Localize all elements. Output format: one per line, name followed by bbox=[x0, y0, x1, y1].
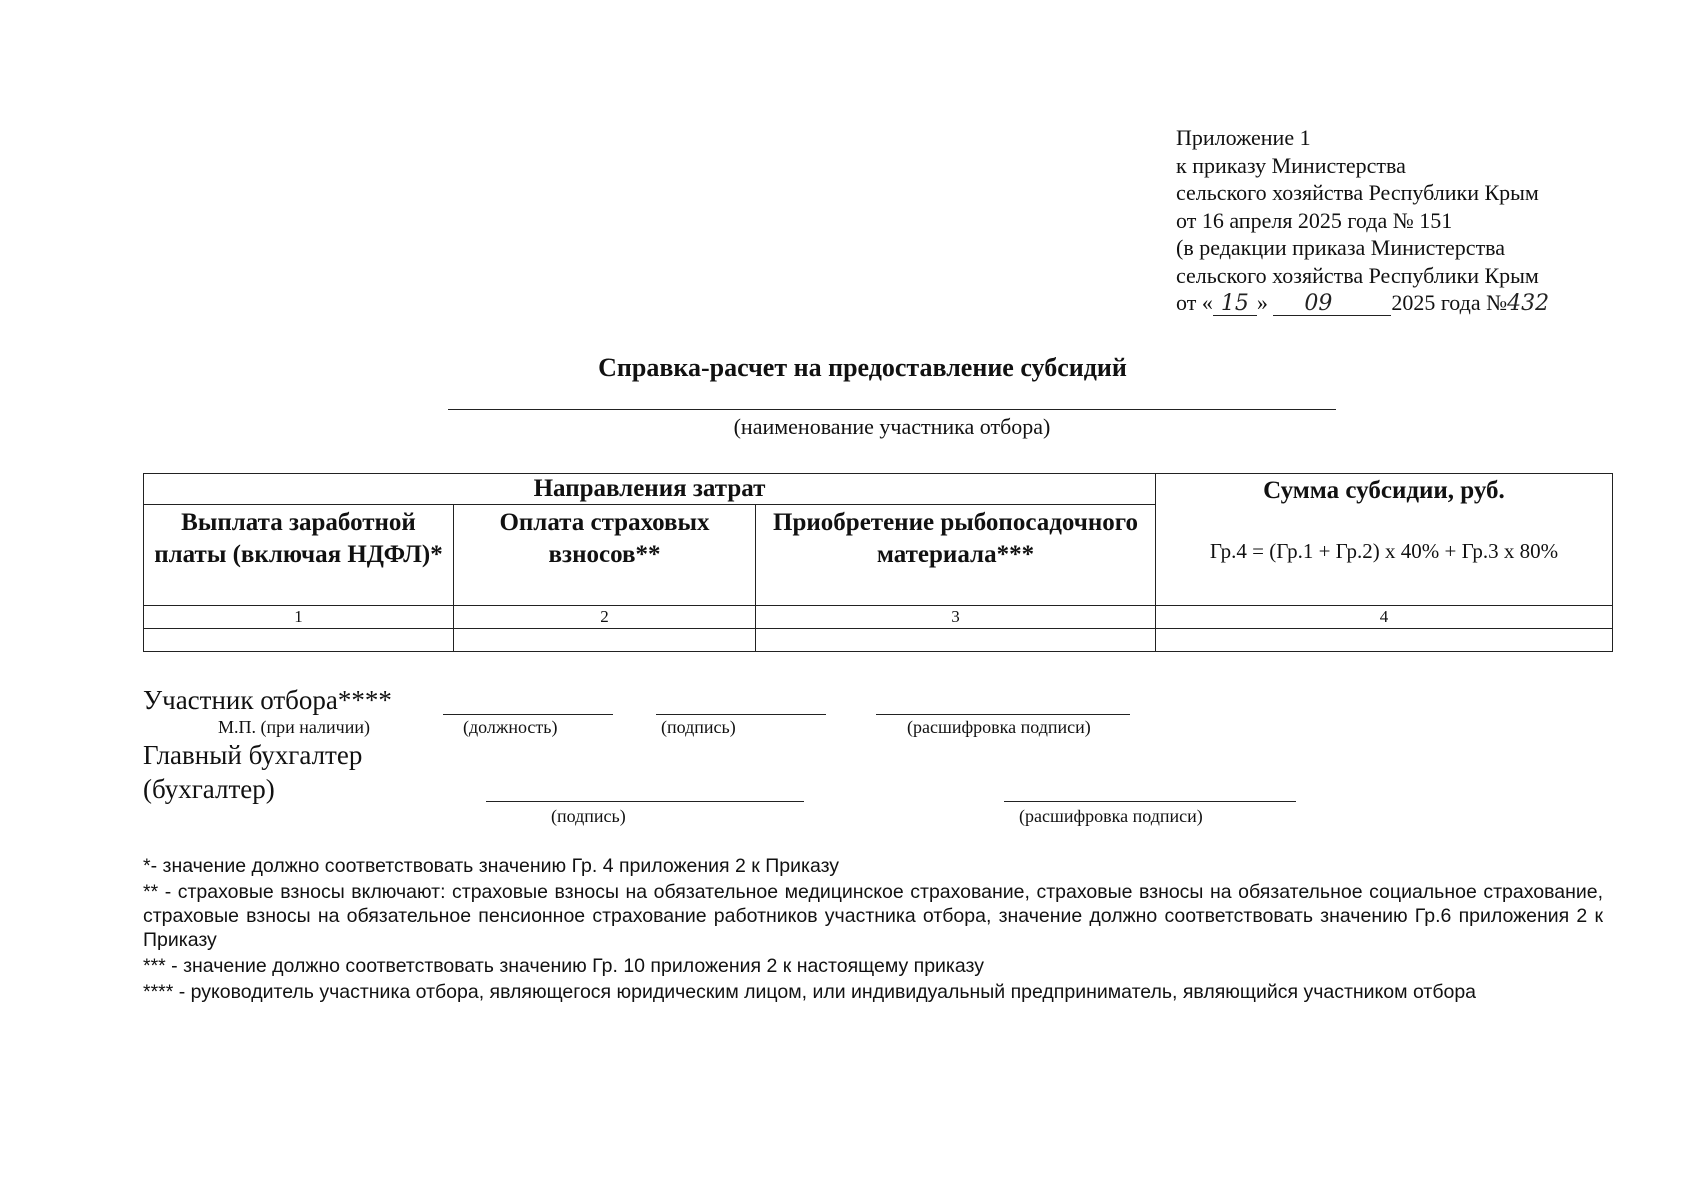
date-year-text: 2025 года № bbox=[1391, 290, 1508, 315]
table-cell bbox=[756, 629, 1156, 652]
stamp-label: М.П. (при наличии) bbox=[218, 717, 370, 737]
accountant-decoding-line bbox=[1004, 801, 1296, 802]
accountant-label-2: (бухгалтер) bbox=[143, 774, 275, 804]
accountant-decoding-caption: (расшифровка подписи) bbox=[1019, 806, 1203, 826]
appendix-line: сельского хозяйства Республики Крым bbox=[1176, 180, 1539, 205]
appendix-header bbox=[1176, 124, 1549, 318]
page-title bbox=[0, 353, 1705, 383]
header-insurance: Оплата страховых взносов** bbox=[454, 505, 756, 606]
subsidy-formula: Гр.4 = (Гр.1 + Гр.2) х 40% + Гр.3 х 80% bbox=[1209, 539, 1559, 563]
header-salary: Выплата заработной платы (включая НДФЛ)* bbox=[144, 505, 454, 606]
header-subsidy-amount bbox=[1156, 474, 1613, 606]
appendix-line: Приложение 1 bbox=[1176, 125, 1311, 150]
date-prefix: от « bbox=[1176, 290, 1213, 315]
date-mid: » bbox=[1256, 290, 1268, 315]
table-row bbox=[144, 606, 1613, 629]
handwritten-day: 15 bbox=[1220, 291, 1249, 316]
column-number: 4 bbox=[1156, 606, 1613, 629]
column-number: 2 bbox=[454, 606, 756, 629]
table-row bbox=[144, 629, 1613, 652]
appendix-line: от 16 апреля 2025 года № 151 bbox=[1176, 207, 1453, 233]
amendment-date-line bbox=[1176, 289, 1549, 318]
column-number: 1 bbox=[144, 606, 454, 629]
participant-name-line bbox=[448, 409, 1336, 410]
header-cost-directions: Направления затрат bbox=[144, 474, 1156, 505]
position-line bbox=[443, 714, 613, 715]
footnote: ** - страховые взносы включают: страховые взносы на обязательное медицинское страхование, страховые взносы на обязательное социальное страхование, страховые взносы на обязательное пенсионное страхование работников участника отбора, значение должно соответствовать значению Гр.6 приложения 2 к Приказу bbox=[143, 881, 1603, 951]
decoding-caption: (расшифровка подписи) bbox=[907, 717, 1091, 737]
accountant-signature-line bbox=[486, 801, 804, 802]
column-number: 3 bbox=[756, 606, 1156, 629]
appendix-line: сельского хозяйства Республики Крым bbox=[1176, 262, 1539, 288]
table-cell bbox=[454, 629, 756, 652]
handwritten-month: 09 bbox=[1304, 291, 1333, 316]
accountant-signature-caption: (подпись) bbox=[551, 806, 626, 826]
footnotes bbox=[143, 854, 1603, 1006]
header-fish-stock: Приобретение рыбопосадочного материала*** bbox=[756, 505, 1156, 606]
title-text: Справка-расчет на предоставление субсидий bbox=[598, 353, 1127, 382]
accountant-label: Главный бухгалтер bbox=[143, 740, 363, 770]
appendix-line: (в редакции приказа Министерства bbox=[1176, 235, 1506, 260]
decoding-line bbox=[876, 714, 1130, 715]
position-caption: (должность) bbox=[463, 717, 558, 737]
handwritten-order-number: 432 bbox=[1507, 291, 1550, 316]
table-cell bbox=[144, 629, 454, 652]
participant-name-caption: (наименование участника отбора) bbox=[733, 414, 1051, 439]
table-cell bbox=[1156, 629, 1613, 652]
appendix-line: к приказу Министерства bbox=[1176, 152, 1406, 178]
footnote: *** - значение должно соответствовать значению Гр. 10 приложения 2 к настоящему приказу bbox=[143, 955, 984, 977]
footnote: **** - руководитель участника отбора, являющегося юридическим лицом, или индивидуальный предприниматель, являющийся участником отбора bbox=[143, 981, 1477, 1003]
subsidy-amount-label: Сумма субсидии, руб. bbox=[1263, 477, 1505, 504]
signature-line bbox=[656, 714, 826, 715]
participant-label: Участник отбора**** bbox=[143, 685, 392, 715]
footnote: *- значение должно соответствовать значению Гр. 4 приложения 2 к Приказу bbox=[143, 855, 840, 877]
signature-caption: (подпись) bbox=[661, 717, 736, 737]
subsidy-table bbox=[143, 473, 1613, 652]
